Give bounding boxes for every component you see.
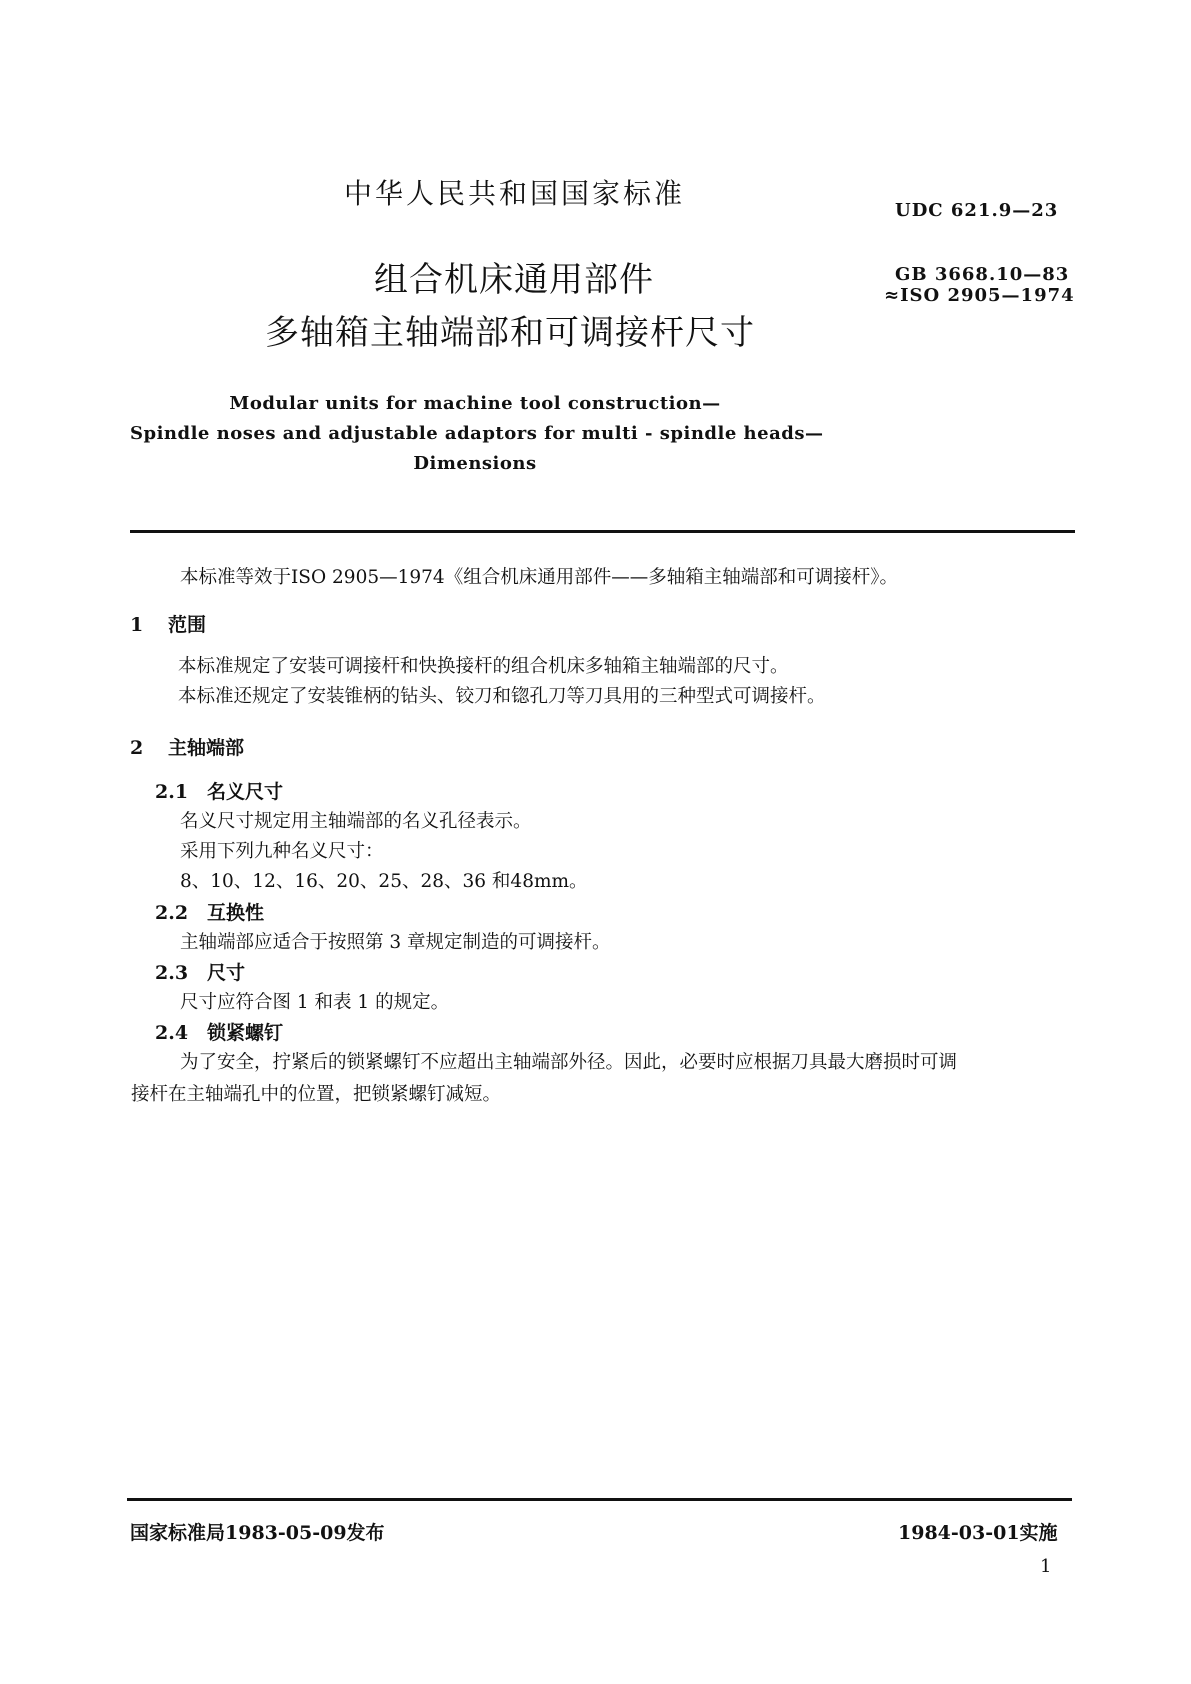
- section-2-1-paragraph-1: 名义尺寸规定用主轴端部的名义孔径表示。: [180, 811, 532, 832]
- iso-equivalent: ≈ISO 2905—1974: [884, 285, 1075, 306]
- section-2-4-paragraph-line-2: 接杆在主轴端孔中的位置，把锁紧螺钉减短。: [131, 1084, 502, 1105]
- section-title: 名义尺寸: [207, 781, 284, 803]
- section-number: 2: [130, 737, 144, 759]
- section-number: 2.3: [155, 962, 189, 984]
- page-number: 1: [1040, 1556, 1052, 1577]
- section-title: 主轴端部: [168, 737, 245, 759]
- top-divider: [130, 530, 1075, 533]
- issue-date: 国家标准局1983-05-09发布: [130, 1522, 385, 1544]
- section-2-3-heading: [155, 958, 245, 985]
- gb-standard-number: GB 3668.10—83: [895, 264, 1070, 285]
- section-number: 1: [130, 614, 144, 636]
- section-2-4-heading: [155, 1018, 283, 1045]
- section-number: 2.2: [155, 902, 189, 924]
- section-1-heading: [130, 610, 206, 637]
- section-2-1-paragraph-2: 采用下列九种名义尺寸：: [180, 841, 384, 862]
- english-title-line-1: Modular units for machine tool construction—: [229, 393, 721, 414]
- section-number: 2.4: [155, 1022, 189, 1044]
- chinese-title-line-2: 多轴箱主轴端部和可调接杆尺寸: [265, 313, 755, 353]
- effective-date: 1984-03-01实施: [898, 1522, 1058, 1544]
- section-2-2-heading: [155, 898, 264, 925]
- footer-divider: [127, 1498, 1072, 1501]
- scope-paragraph-1: 本标准规定了安装可调接杆和快换接杆的组合机床多轴箱主轴端部的尺寸。: [178, 656, 789, 677]
- national-standard-heading: 中华人民共和国国家标准: [344, 177, 686, 210]
- english-title-line-3: Dimensions: [413, 453, 537, 474]
- section-number: 2.1: [155, 781, 189, 803]
- section-2-3-paragraph: 尺寸应符合图 1 和表 1 的规定。: [180, 992, 450, 1013]
- section-2-heading: [130, 733, 244, 760]
- section-2-2-paragraph: 主轴端部应适合于按照第 3 章规定制造的可调接杆。: [180, 932, 611, 953]
- udc-code: UDC 621.9—23: [895, 200, 1059, 221]
- section-title: 范围: [168, 614, 207, 636]
- section-title: 互换性: [207, 902, 265, 924]
- section-title: 锁紧螺钉: [207, 1022, 284, 1044]
- chinese-title-line-1: 组合机床通用部件: [374, 260, 654, 300]
- section-2-4-paragraph-line-1: 为了安全，拧紧后的锁紧螺钉不应超出主轴端部外径。因此，必要时应根据刀具最大磨损时可调: [180, 1052, 958, 1073]
- section-2-1-paragraph-3: 8、10、12、16、20、25、28、36 和48mm。: [180, 871, 588, 892]
- equivalence-statement: 本标准等效于ISO 2905—1974《组合机床通用部件——多轴箱主轴端部和可调接杆》。: [180, 567, 898, 588]
- scope-paragraph-2: 本标准还规定了安装锥柄的钻头、铰刀和锪孔刀等刀具用的三种型式可调接杆。: [178, 686, 826, 707]
- english-title-line-2: Spindle noses and adjustable adaptors for multi - spindle heads—: [130, 423, 824, 444]
- section-title: 尺寸: [207, 962, 246, 984]
- section-2-1-heading: [155, 777, 283, 804]
